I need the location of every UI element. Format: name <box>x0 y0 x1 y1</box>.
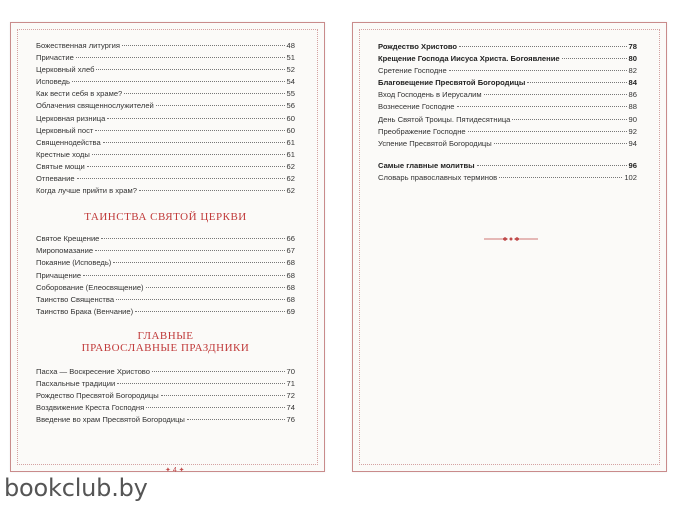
toc-entry-title: Миропомазание <box>36 246 94 256</box>
toc-entry-title: Успение Пресвятой Богородицы <box>378 138 492 148</box>
toc-entry[interactable] <box>36 113 295 125</box>
toc-entry-title: Причастие <box>36 53 74 63</box>
toc-entry[interactable] <box>36 306 295 318</box>
toc-entry[interactable] <box>36 294 295 306</box>
toc-entry-page: 90 <box>628 114 637 124</box>
toc-entry-page: 74 <box>286 403 295 413</box>
toc-group-top <box>36 40 295 197</box>
dot-leader <box>103 142 285 143</box>
toc-entry-page: 48 <box>286 41 295 50</box>
dot-leader <box>95 130 284 131</box>
ornament-divider <box>482 234 540 244</box>
toc-entry-title: Благовещение Пресвятой Богородицы <box>378 78 526 88</box>
toc-entry-title: День Святой Троицы. Пятидесятница <box>378 114 511 124</box>
toc-entry-title: Крестные ходы <box>36 149 90 159</box>
dot-leader <box>116 299 284 300</box>
toc-entry-page: 61 <box>286 149 295 159</box>
toc-entry-page: 62 <box>286 174 295 184</box>
toc-entry-title: Как вести себя в храме? <box>36 89 123 99</box>
dot-leader <box>468 131 627 132</box>
toc-entry-title: Причащение <box>36 270 82 280</box>
toc-entry-title: Пасха — Воскресение Христово <box>36 366 150 376</box>
dot-leader <box>512 119 626 120</box>
dot-leader <box>146 407 284 408</box>
section-title-holidays-1: ГЛАВНЫЕ <box>137 329 194 342</box>
toc-entry-title: Таинство Священства <box>36 294 115 304</box>
toc-entry[interactable] <box>378 172 637 184</box>
toc-entry-page: 80 <box>628 54 637 64</box>
dot-leader <box>484 94 627 95</box>
toc-entry[interactable] <box>36 245 295 257</box>
toc-entry-title: Святое Крещение <box>36 234 100 244</box>
dot-leader <box>457 106 627 107</box>
dot-leader <box>96 69 284 70</box>
toc-entry-title: Словарь православных терминов <box>378 172 498 182</box>
toc-entry-page: 61 <box>286 137 295 147</box>
toc-entry[interactable] <box>378 160 637 172</box>
toc-entry[interactable] <box>378 126 637 138</box>
left-page <box>10 22 325 472</box>
toc-entry-title: Сретение Господне <box>378 66 447 76</box>
toc-group-sacraments <box>36 233 295 318</box>
toc-entry-page: 62 <box>286 186 295 196</box>
toc-entry-title: Священнодейства <box>36 137 101 147</box>
dot-leader <box>72 81 285 82</box>
dot-leader <box>449 70 627 71</box>
dot-leader <box>124 93 284 94</box>
toc-entry-page: 55 <box>286 89 295 99</box>
toc-entry-title: Преображение Господне <box>378 126 466 136</box>
toc-entry-title: Церковный пост <box>36 125 94 135</box>
watermark-text: bookclub.by <box>4 474 148 502</box>
dot-leader <box>477 165 627 166</box>
dot-leader <box>77 178 285 179</box>
toc-entry[interactable] <box>36 125 295 137</box>
toc-entry[interactable] <box>378 138 637 150</box>
toc-entry-page: 88 <box>628 102 637 112</box>
toc-entry-page: 68 <box>286 282 295 292</box>
toc-entry-title: Введение во храм Пресвятой Богородицы <box>36 415 185 425</box>
toc-entry[interactable] <box>36 402 295 414</box>
toc-entry-title: Самые главные молитвы <box>378 160 475 170</box>
toc-entry-title: Отпевание <box>36 174 75 184</box>
toc-entry-page: 68 <box>286 270 295 280</box>
dot-leader <box>92 154 285 155</box>
toc-entry[interactable] <box>378 41 637 53</box>
toc-entry[interactable] <box>378 53 637 65</box>
dot-leader <box>117 383 284 384</box>
toc-entry-page: 102 <box>624 172 637 182</box>
toc-entry-page: 62 <box>286 161 295 171</box>
section-title-sacraments: ТАИНСТВА СВЯТОЙ ЦЕРКВИ <box>84 211 247 224</box>
dot-leader <box>76 57 285 58</box>
toc-entry-page: 86 <box>628 90 637 100</box>
dot-leader <box>135 311 284 312</box>
toc-entry-page: 51 <box>286 53 295 63</box>
toc-entry[interactable] <box>378 65 637 77</box>
toc-entry-page: 69 <box>286 306 295 316</box>
section-title-holidays-2: ПРАВОСЛАВНЫЕ ПРАЗДНИКИ <box>81 341 250 354</box>
toc-entry-title: Таинство Брака (Венчание) <box>36 306 134 316</box>
toc-entry[interactable] <box>36 257 295 269</box>
toc-entry-title: Вознесение Господне <box>378 102 455 112</box>
toc-left <box>36 40 295 426</box>
toc-entry[interactable] <box>36 137 295 149</box>
toc-entry-title: Рождество Пресвятой Богородицы <box>36 391 159 401</box>
dot-leader <box>156 105 285 106</box>
right-page <box>352 22 667 472</box>
toc-entry[interactable] <box>36 40 295 52</box>
toc-entry-page: 70 <box>286 366 295 376</box>
toc-entry-title: Церковный хлеб <box>36 65 95 75</box>
toc-entry[interactable] <box>378 101 637 113</box>
toc-entry-page: 67 <box>286 246 295 256</box>
toc-right <box>378 41 637 184</box>
dot-leader <box>83 275 284 276</box>
dot-leader <box>527 82 626 83</box>
toc-entry-page: 60 <box>286 125 295 135</box>
toc-entry[interactable] <box>36 390 295 402</box>
toc-entry[interactable] <box>36 88 295 100</box>
toc-entry[interactable] <box>36 185 295 197</box>
toc-entry[interactable] <box>378 89 637 101</box>
dot-leader <box>161 395 285 396</box>
toc-entry[interactable] <box>36 366 295 378</box>
dot-leader <box>107 118 284 119</box>
toc-entry-title: Божественная литургия <box>36 41 120 50</box>
toc-entry-title: Вход Господень в Иерусалим <box>378 90 482 100</box>
dot-leader <box>122 45 285 46</box>
toc-entry-page: 71 <box>286 378 295 388</box>
toc-entry[interactable] <box>36 76 295 88</box>
toc-entry-page: 94 <box>628 138 637 148</box>
toc-group-holidays-cont <box>378 41 637 150</box>
dot-leader <box>494 143 627 144</box>
toc-entry[interactable] <box>36 282 295 294</box>
toc-entry-page: 84 <box>628 78 637 88</box>
toc-entry[interactable] <box>36 161 295 173</box>
toc-entry-title: Воздвижение Креста Господня <box>36 403 145 413</box>
toc-entry-title: Крещение Господа Иисуса Христа. Богоявление <box>378 54 560 64</box>
toc-entry[interactable] <box>378 77 637 89</box>
toc-entry-title: Соборование (Елеосвящение) <box>36 282 144 292</box>
toc-entry-page: 66 <box>286 234 295 244</box>
dot-leader <box>139 190 285 191</box>
dot-leader <box>113 262 284 263</box>
toc-entry-title: Пасхальные традиции <box>36 378 116 388</box>
toc-entry-title: Облачения священнослужителей <box>36 101 154 111</box>
toc-entry-page: 72 <box>286 391 295 401</box>
toc-entry-page: 56 <box>286 101 295 111</box>
toc-entry-page: 54 <box>286 77 295 87</box>
toc-entry[interactable] <box>36 173 295 185</box>
toc-entry-page: 92 <box>628 126 637 136</box>
page-number-value: 4 <box>172 467 177 474</box>
toc-entry[interactable] <box>36 414 295 426</box>
dot-leader <box>146 287 285 288</box>
toc-entry-title: Покаяние (Исповедь) <box>36 258 112 268</box>
dot-leader <box>187 419 285 420</box>
toc-entry-title: Святые мощи <box>36 161 85 171</box>
dot-leader <box>101 238 284 239</box>
toc-entry-page: 78 <box>628 42 637 51</box>
toc-entry-page: 82 <box>628 66 637 76</box>
toc-group-holidays <box>36 366 295 426</box>
toc-entry-title: Рождество Христово <box>378 42 458 51</box>
toc-entry-page: 76 <box>286 415 295 425</box>
dot-leader <box>459 46 626 47</box>
toc-entry[interactable] <box>36 100 295 112</box>
dot-leader <box>562 58 627 59</box>
toc-entry-page: 52 <box>286 65 295 75</box>
toc-entry[interactable] <box>36 149 295 161</box>
toc-entry-page: 60 <box>286 113 295 123</box>
dot-leader <box>152 371 285 372</box>
toc-entry-page: 96 <box>628 160 637 170</box>
toc-entry-page: 68 <box>286 294 295 304</box>
toc-entry[interactable] <box>36 233 295 245</box>
toc-entry[interactable] <box>36 64 295 76</box>
dot-leader <box>87 166 285 167</box>
toc-entry[interactable] <box>36 378 295 390</box>
page-number: ✦ 4 ✦ <box>165 467 185 474</box>
toc-entry-page: 68 <box>286 258 295 268</box>
toc-entry-title: Церковная ризница <box>36 113 106 123</box>
toc-entry[interactable] <box>36 270 295 282</box>
dot-leader <box>499 177 622 178</box>
toc-group-prayers <box>378 160 637 184</box>
dot-leader <box>95 250 284 251</box>
toc-entry[interactable] <box>378 114 637 126</box>
toc-entry-title: Когда лучше прийти в храм? <box>36 186 137 196</box>
toc-entry[interactable] <box>36 52 295 64</box>
toc-entry-title: Исповедь <box>36 77 70 87</box>
